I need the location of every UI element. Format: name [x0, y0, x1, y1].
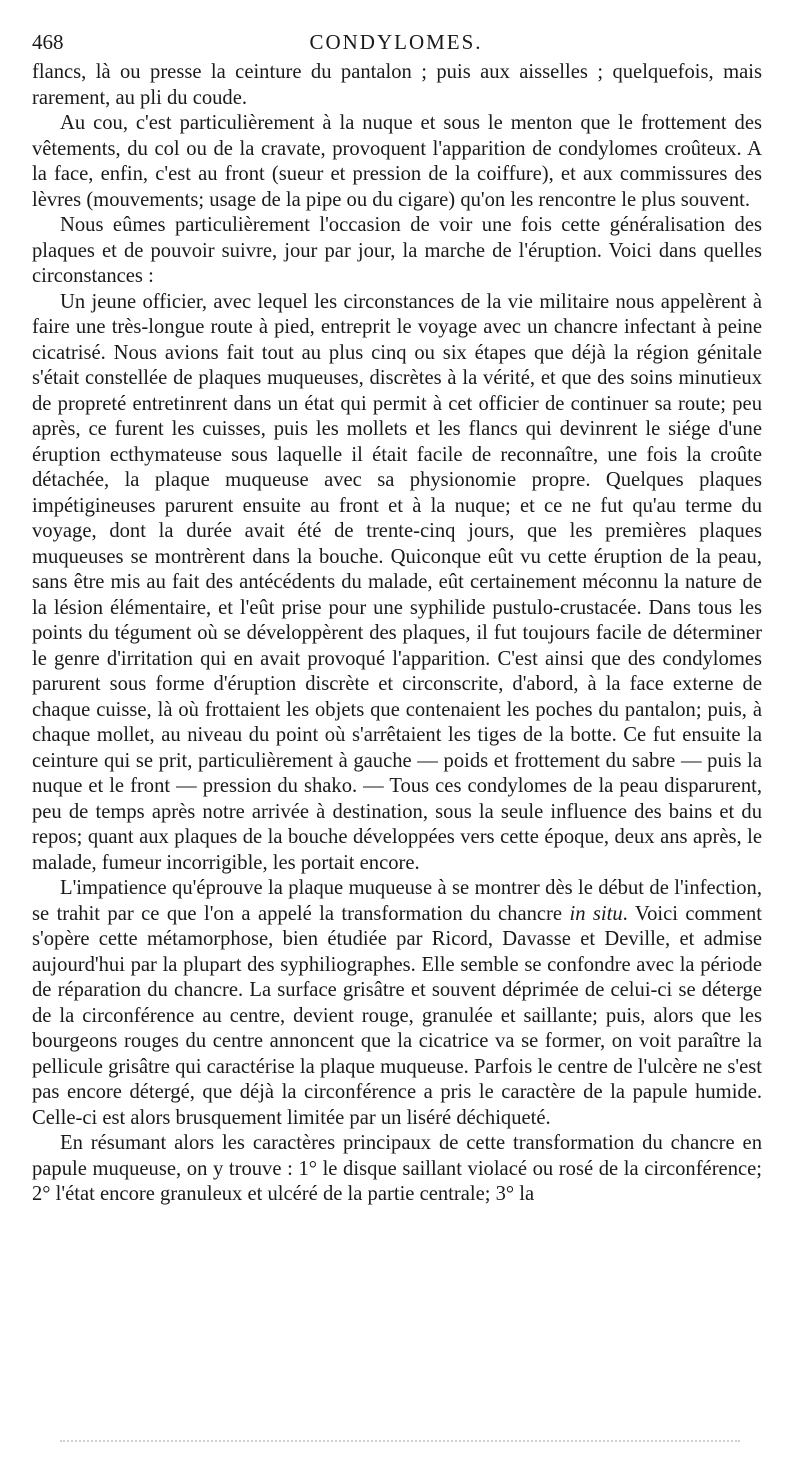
transformation-text-start: L'impatience qu'éprouve la plaque muqueuse à se montrer dès le début de l'infection, se trahit par ce que l'on a appelé la transformation du chancre: [32, 877, 762, 925]
in-situ-term: in situ: [569, 902, 623, 925]
transformation-text-end: . Voici comment s'opère cette métamorphose, bien étudiée par Ricord, Davasse et Deville, et admise aujourd'hui par la plupart des syphiliographes. Elle semble se confondre avec la période de réparation du chancre. La surface grisâtre et souvent déprimée de celui-ci se déterge de la circonférence au centre, devient rouge, granulée et saillante; puis, alors que les bourgeons rouges du centre annoncent que la cicatrice va se former, on voit paraître la pellicule grisâtre qui caractérise la plaque muqueuse. Parfois le centre de l'ulcère ne s'est pas encore détergé, que déjà la circonférence a pris le caractère de la papule humide. Celle-ci est alors brusquement limitée par un liséré déchiqueté.: [32, 902, 763, 1129]
paragraph-continued: flancs, là ou presse la ceinture du pantalon ; puis aux aisselles ; quelquefois, mais rarement, au pli du coude.: [32, 61, 762, 109]
body-text: [32, 60, 762, 1208]
page-header: [32, 28, 760, 56]
running-title: CONDYLOMES.: [309, 30, 483, 54]
page-number: 468: [32, 30, 64, 54]
paragraph-officer-case: Un jeune officier, avec lequel les circonstances de la vie militaire nous appelèrent à faire une très-longue route à pied, entreprit le voyage avec un chancre infectant à peine cicatrisé. Nous avions fait tout au plus cinq ou six étapes que déjà la région génitale s'était constellée de plaques muqueuses, discrètes à la vérité, et que des soins minutieux de propreté entretinrent dans un état qui permit à cet officier de continuer sa route; peu après, ce furent les cuisses, puis les mollets et les flancs qui devinrent le siége d'une éruption ecthymateuse sous laquelle il était facile de reconnaître, une fois la croûte détachée, la plaque muqueuse avec sa physionomie propre. Quelques plaques impétigineuses parurent ensuite au front et à la nuque; et ce ne fut qu'au terme du voyage, dont la durée avait été de trente-cinq jours, que les premières plaques muqueuses se montrèrent dans la bouche. Quiconque eût vu cette éruption de la peau, sans être mis au fait des antécédents du malade, eût certainement méconnu la nature de la lésion élémentaire, et l'eût prise pour une syphilide pustulo-crustacée. Dans tous les points du tégument où se développèrent des plaques, il fut toujours facile de déterminer le genre d'irritation qui en avait provoqué l'apparition. C'est ainsi que des condylomes parurent sous forme d'éruption discrète et circonscrite, d'abord, à la face externe de chaque cuisse, là où frottaient les objets que contenaient les poches du pantalon; puis, à chaque mollet, au niveau du point où s'arrêtaient les tiges de la botte. Ce fut ensuite la ceinture qui se prit, particulièrement à gauche — poids et frottement du sabre — puis la nuque et le front — pression du shako. — Tous ces condylomes de la peau disparurent, peu de temps après notre arrivée à destination, sous la seule influence des bains et du repos; quant aux plaques de la bouche développées vers cette époque, deux ans après, le malade, fumeur incorrigible, les portait encore.: [32, 290, 762, 874]
paragraph-neck-face: Au cou, c'est particulièrement à la nuque et sous le menton que le frottement des vêtements, du col ou de la cravate, provoquent l'apparition de condylomes croûteux. A la face, enfin, c'est au front (sueur et pression de la coiffure), et aux commissures des lèvres (mouvements; usage de la pipe ou du cigare) qu'on les rencontre le plus souvent.: [32, 112, 762, 211]
paragraph-generalisation: Nous eûmes particulièrement l'occasion de voir une fois cette généralisation des plaques et de pouvoir suivre, jour par jour, la marche de l'éruption. Voici dans quelles circonstances :: [32, 214, 762, 287]
paragraph-transformation: [32, 876, 762, 1131]
page-bottom-divider: [60, 1440, 740, 1448]
paragraph-summary: En résumant alors les caractères principaux de cette transformation du chancre en papule muqueuse, on y trouve : 1° le disque saillant violacé ou rosé de la circonférence; 2° l'état encore granuleux et ulcéré de la partie centrale; 3° la: [32, 1132, 762, 1205]
